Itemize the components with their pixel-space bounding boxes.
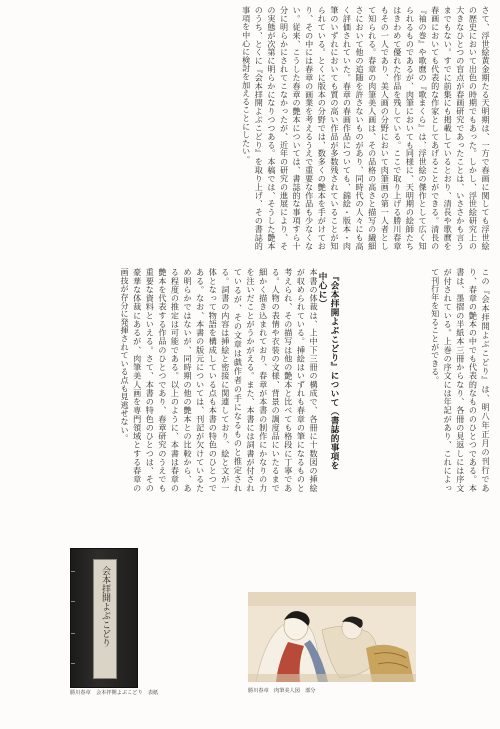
upper-body-text: さて、浮世絵黄金期たる天明期は、一方で春画に関しても浮世絵の歴史において出色の時期でもあった。しかし、浮世絵研究上の大きなひとつの盲点が春画研究であったことは、いささかも言うまでもない。すでに前集にも掲載しているとおり、清長や歌麿を春画においても代表的な作家としてあげることができる。清長の『袖の巻』や歌麿の『歌まくら』は、浮世絵の傑作として広く知られるものであるが、肉筆においても同様に、天明期の絵師たちはきわめて優れた作品を残している。ここで取り上げる勝川春章もその一人であり、美人画の分野において肉筆画の第一人者として知られる。春章の肉筆美人画は、その品格の高さと描写の繊細さにおいて他の追随を許さないものがあり、同時代の人々にも高く評価されていた。春章の春画作品についても、錦絵・版本・肉筆のいずれにおいても質の高い作品が多数残されていることが知られている。とくに版本の分野では、数多くの艶本を手がけており、その中には春章の画業を考えるうえで重要な作品も少なくない。従来、こうした春章の艶本については、書誌的な事項すら十分に明らかにされてこなかったが、近年の研究の進展により、その実態が次第に明らかになりつつある。本稿では、そうした艶本のうち、とくに『会本拝開よぶこどり』を取り上げ、その書誌的事項を中心に検討を加えることにしたい。 [241,6,491,250]
figure-caption-right: 勝川春章 肉筆美人図 部分 [248,688,316,694]
book-title-text: 会本拝開よぶこどり [100,566,110,647]
binding-mark [71,571,75,572]
book-cover-figure [70,548,138,688]
book-title-slip [93,559,117,679]
lower-body-text: 本書の体裁は、上中下三冊の構成で、各冊に十数図の挿絵が収められている。挿絵はいずれも春章の筆になるものと考えられ、その描写は他の艶本と比べても格段に丁寧である。人物の表情や衣装の文様、背景の調度品にいたるまで細かく描き込まれており、春章が本書の制作にかなりの力を注いだことがうかがえる。また、本書には詞書が付されているが、その文章は戯作者の手になるものと推定される。詞書の内容は挿絵と密接に関連しており、絵と文が一体となって物語を構成している点も本書の特色のひとつである。なお、本書の版元については、刊記が欠けているため明らかではないが、同時期の他の艶本との比較から、ある程度の推定は可能である。以上のように、本書は春章の艶本を代表する作品のひとつであり、春章研究のうえでも重要な資料といえる。さて、本書の特色のひとつは、その豪華な体裁にあるが、肉筆美人画を専門領域とする春章の画技が存分に発揮されている点も見逃せない。 [120,268,319,492]
section-heading: 『会本拝開よぶこどり』について（書誌的事項を中心に） [317,272,339,470]
figure-caption-left: 勝川春章 会本拝開よぶこどり 表紙 [70,690,159,696]
binding-mark [71,601,75,602]
intro-paragraph: この『会本拝開よぶこどり』は、明八年正月の刊行であり、春章の艶本の中でも代表的なもののひとつである。本書は、墨摺の半紙本三冊からなり、各冊の見返しには序文が付されている。上巻の序文には年記があり、これによって刊行年を知ることができる。 [430,268,491,492]
binding-mark [71,633,75,634]
binding-mark [71,663,75,664]
painting-illustration [248,592,416,682]
painting-figure [248,592,416,682]
